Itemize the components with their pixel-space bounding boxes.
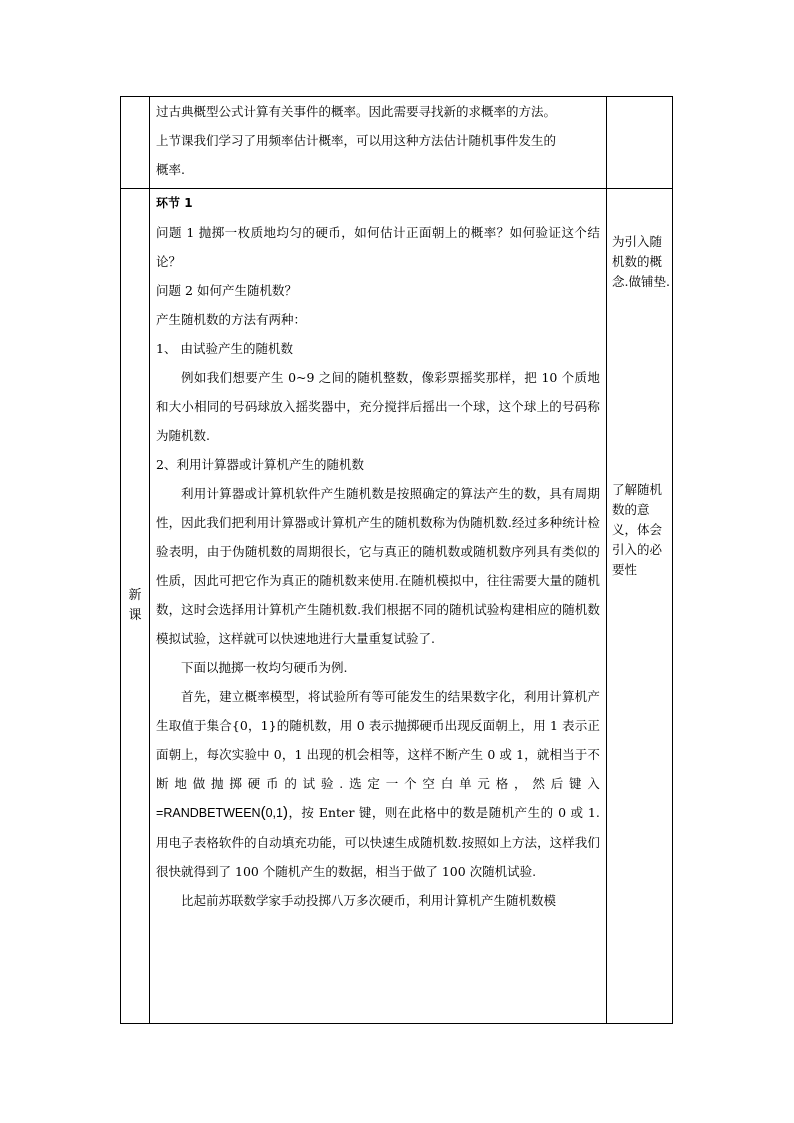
formula-close-paren: ) — [282, 804, 288, 821]
lesson-plan-table — [120, 96, 673, 1024]
method-2-text: 利用计算器或计算机软件产生随机数是按照确定的算法产生的数，具有周期性，因此我们把利用计算器或计算机产生的随机数称为伪随机数.经过多种统计检验表明，由于伪随机数的周期很长，它与真正的随机数或随机数序列具有类似的性质，因此可把它作为真正的随机数来使用.在随机模拟中，往往需要大量的随机数，这时会选择用计算机产生随机数.我们根据不同的随机试验构建相应的随机数模拟试验，这样就可以快速地进行大量重复试验了. — [156, 486, 600, 646]
row2-content-cell — [150, 189, 607, 1024]
example-intro: 下面以抛掷一枚均匀硬币为例. — [181, 660, 348, 675]
closing-text: 比起前苏联数学家手动投掷八万多次硬币，利用计算机产生随机数模 — [181, 893, 557, 908]
example-text-part-a: 首先，建立概率模型，将试验所有等可能发生的结果数字化，利用计算机产生取值于集合{0，1}的随机数，用 0 表示抛掷硬币出现反面朝上，用 1 表示正面朝上，每次实验中 0，1 出现的机会相等，这样不断产生 0 或 1，就相当于不断地做抛掷硬币的试验.选定一个空白单元格，然后键入 — [156, 689, 600, 791]
formula-prefix: =RANDBETWEEN — [156, 806, 261, 820]
formula-args: 0,1 — [265, 806, 283, 820]
design-note-1: 为引入随机数的概念.做铺垫. — [612, 233, 670, 289]
method-1-text: 例如我们想要产生 0~9 之间的随机整数，像彩票摇奖那样，把 10 个质地和大小相同的号码球放入摇奖器中，充分搅拌后摇出一个球，这个球上的号码称为随机数. — [156, 370, 600, 443]
table-row-new-lesson — [121, 189, 673, 1024]
formula-text — [156, 806, 288, 820]
method-1-title: 1、 由试验产生的随机数 — [156, 341, 293, 356]
row1-content-cell — [150, 97, 607, 189]
example-text-part-b: ，按 Enter 键，则在此格中的数是随机产生的 0 或 1. 用电子表格软件的自动填充功能，可以快速生成随机数.按照如上方法，这样我们很快就得到了 100 个随机产生的数据，相当于做了 100 次随机试验. — [156, 805, 600, 879]
table-row-intro — [121, 97, 673, 189]
row1-right-cell — [606, 97, 672, 189]
example-text — [156, 682, 600, 886]
methods-intro: 产生随机数的方法有两种： — [156, 312, 307, 327]
question-2: 问题 2 如何产生随机数？ — [156, 283, 297, 298]
row1-text — [150, 97, 606, 184]
row1-line-2: 上节课我们学习了用频率估计概率，可以用这种方法估计随机事件发生的 — [156, 133, 557, 148]
method-2-title: 2、利用计算器或计算机产生的随机数 — [156, 457, 365, 472]
section-label-new-lesson — [121, 189, 150, 1024]
formula-open-paren: ( — [260, 804, 266, 821]
question-1: 问题 1 抛掷一枚质地均匀的硬币，如何估计正面朝上的概率？如何验证这个结论？ — [156, 225, 600, 269]
row1-left-cell — [121, 97, 150, 189]
section-label-char-2: 课 — [128, 608, 142, 623]
section-heading: 环节 1 — [156, 196, 193, 210]
design-note-2: 了解随机数的意义，体会引入的必要性 — [612, 481, 663, 577]
row1-line-1: 过古典概型公式计算有关事件的概率。因此需要寻找新的求概率的方法。 — [156, 104, 557, 119]
row2-text — [150, 189, 606, 1023]
row2-notes-cell — [606, 189, 672, 1024]
row1-line-3: 概率. — [156, 162, 186, 177]
section-label-char-1: 新 — [128, 588, 142, 603]
